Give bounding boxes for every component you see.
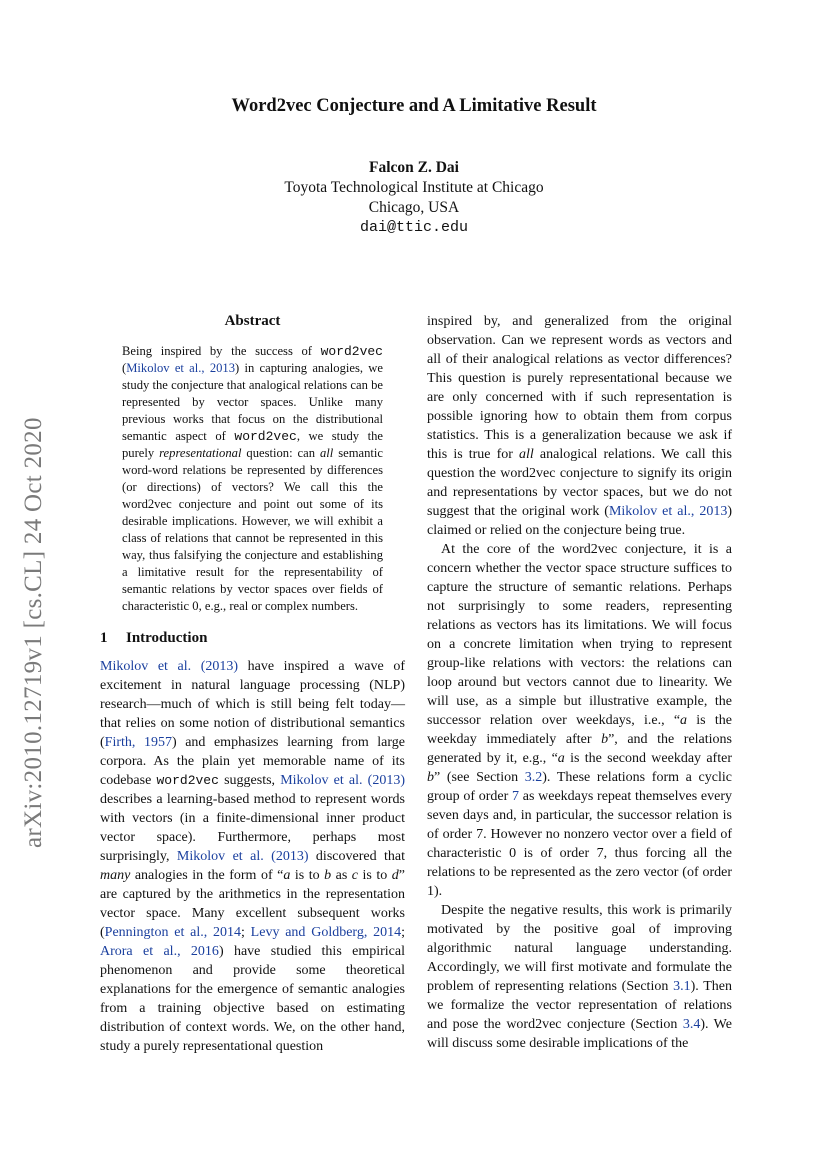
variable: a xyxy=(283,868,291,883)
text: suggests, xyxy=(218,773,281,788)
text: ” are captured by the arithmetics in the representation vector space. Many excellent subsequent works ( xyxy=(100,868,405,940)
paragraph-continuation xyxy=(427,312,732,540)
text: ). Then we formalize the vector representation of relations and pose the word2vec conjecture (Section xyxy=(427,979,732,1032)
author-affiliation: Toyota Technological Institute at Chicago xyxy=(284,179,544,196)
text: , we study the purely xyxy=(122,429,383,460)
text: describes a learning-based method to represent words with vectors (in a finite-dimensional inner product vector space). Furthermore, perhaps most surprisingly, xyxy=(100,792,405,864)
variable: a xyxy=(557,751,565,766)
emphasis: all xyxy=(319,446,334,460)
citation-link[interactable]: Firth, 1957 xyxy=(104,735,172,750)
right-column xyxy=(427,312,732,1053)
left-column xyxy=(100,312,405,1056)
text: ). We will discuss some desirable implications of the xyxy=(427,1017,732,1051)
text: ) in capturing analogies, we study the conjecture that analogical relations can be represented by vector spaces. Unlike many previous works that focus on the distributional semantic aspect of xyxy=(122,361,383,443)
arxiv-identifier: arXiv:2010.12719v1 [cs.CL] 24 Oct 2020 xyxy=(20,417,47,848)
text: as weekdays repeat themselves every seven days and, in particular, the successor relation is of order 7. However no nonzero vector over a field of characteristic 0 is of order 7, thus forcing all the relations to be represented as the zero vector (of order 1). xyxy=(427,789,732,899)
variable: b xyxy=(427,770,434,785)
author-location: Chicago, USA xyxy=(368,199,460,216)
text: question: can xyxy=(241,446,320,460)
text: is to xyxy=(290,868,325,883)
text: analogies in the form of “ xyxy=(130,868,284,883)
text: ”, and the relations generated by it, e.g., “ xyxy=(427,732,732,766)
section-ref-link[interactable]: 3.2 xyxy=(524,770,543,785)
paper-title: Word2vec Conjecture and A Limitative Result xyxy=(231,96,597,116)
section-title: Introduction xyxy=(126,630,208,646)
section-number: 1 xyxy=(100,630,108,646)
section-ref-link[interactable]: 3.1 xyxy=(673,979,691,994)
emphasis: all xyxy=(519,447,534,462)
text: inspired by, and generalized from the original observation. Can we represent words as vectors and all of their analogical relations as vector differences? This question is purely representational because we are only concerned with if such representation is possible ignoring how to obtain them from corpus statistics. This is a generalization because we ask if this is true for xyxy=(427,314,732,462)
abstract-heading: Abstract xyxy=(224,313,281,329)
text: ) have studied this empirical phenomenon and provide some theoretical explanations for the emergence of semantic analogies from a training objective based on estimating distribution of context words. We, on the other hand, study a purely representational question xyxy=(100,944,405,1054)
citation-link[interactable]: Mikolov et al. (2013) xyxy=(280,773,406,788)
text: At the core of the word2vec conjecture, it is a concern whether the vector space structure suffices to capture the structure of semantic relations. Perhaps not surprisingly to some readers, representing relations as vectors has its limitations. We will focus on a concrete limitation when trying to represent group-like relations with vectors: the relations can loop around but vectors cannot due to linearity. We will use, as a simple but illustrative example, the successor relation over weekdays, i.e., “ xyxy=(427,542,732,728)
section-heading xyxy=(100,629,405,648)
text: as xyxy=(331,868,352,883)
text: is to xyxy=(358,868,392,883)
author-name: Falcon Z. Dai xyxy=(369,159,459,176)
emphasis: representational xyxy=(159,446,242,460)
code-word2vec: word2vec xyxy=(320,344,383,359)
intro-paragraph xyxy=(100,657,405,1056)
text: ) and emphasizes learning from large corpora. As the plain yet memorable name of its codebase xyxy=(100,735,405,788)
code-word2vec: word2vec xyxy=(156,773,219,788)
text: analogical relations. We call this question the word2vec conjecture to signify its origin and representations by vector spaces, but we do not suggest that the original work ( xyxy=(427,447,732,519)
text: is the weekday immediately after xyxy=(427,713,732,747)
emphasis: many xyxy=(100,868,131,883)
text: semantic word-word relations be represented by differences (or directions) of vectors? We call this the word2vec conjecture and point out some of its desirable implications. However, we will exhibit a class of relations that cannot be represented in this way, thus falsifying the conjecture and establishing a limitative result for the representability of semantic relations by vector spaces over fields of characteristic 0, e.g., real or complex numbers. xyxy=(122,446,383,613)
author-block xyxy=(0,158,828,238)
text: ” (see Section xyxy=(434,770,525,785)
abstract-body xyxy=(122,343,383,615)
citation-link[interactable]: Mikolov et al. (2013) xyxy=(100,659,239,674)
ref-link[interactable]: 7 xyxy=(512,789,520,804)
variable: b xyxy=(601,732,609,747)
paragraph-core xyxy=(427,540,732,901)
text: ; xyxy=(241,925,251,940)
citation-link[interactable]: Mikolov et al., 2013 xyxy=(608,504,728,519)
citation-link[interactable]: Arora et al., 2016 xyxy=(100,944,219,959)
variable: d xyxy=(391,868,399,883)
citation-link[interactable]: Pennington et al., 2014 xyxy=(104,925,241,940)
code-word2vec: word2vec xyxy=(234,429,297,444)
variable: c xyxy=(351,868,359,883)
citation-link[interactable]: Mikolov et al., 2013 xyxy=(126,361,236,375)
text: is the second weekday after xyxy=(564,751,732,766)
text: discovered that xyxy=(308,849,406,864)
author-email: dai@ttic.edu xyxy=(359,219,469,236)
arxiv-side-stamp xyxy=(12,368,52,848)
paragraph-motivation xyxy=(427,901,732,1053)
text: ( xyxy=(122,361,127,375)
variable: b xyxy=(324,868,332,883)
citation-link[interactable]: Levy and Goldberg, 2014 xyxy=(250,925,402,940)
text: Despite the negative results, this work is primarily motivated by the positive goal of improving algorithmic natural language understanding. Accordingly, we will first motivate and formulate the problem of representing relations (Section xyxy=(427,903,732,994)
text: ; xyxy=(401,925,405,940)
text: have inspired a wave of excitement in natural language processing (NLP) research—much of which is still being felt today—that relies on some notion of distributional semantics ( xyxy=(100,659,405,750)
citation-link[interactable]: Mikolov et al. (2013) xyxy=(176,849,309,864)
section-ref-link[interactable]: 3.4 xyxy=(682,1017,701,1032)
text: Being inspired by the success of xyxy=(122,344,321,358)
text: ) claimed or relied on the conjecture being true. xyxy=(427,504,733,538)
text: ). These relations form a cyclic group of order xyxy=(427,770,732,804)
variable: a xyxy=(680,713,688,728)
